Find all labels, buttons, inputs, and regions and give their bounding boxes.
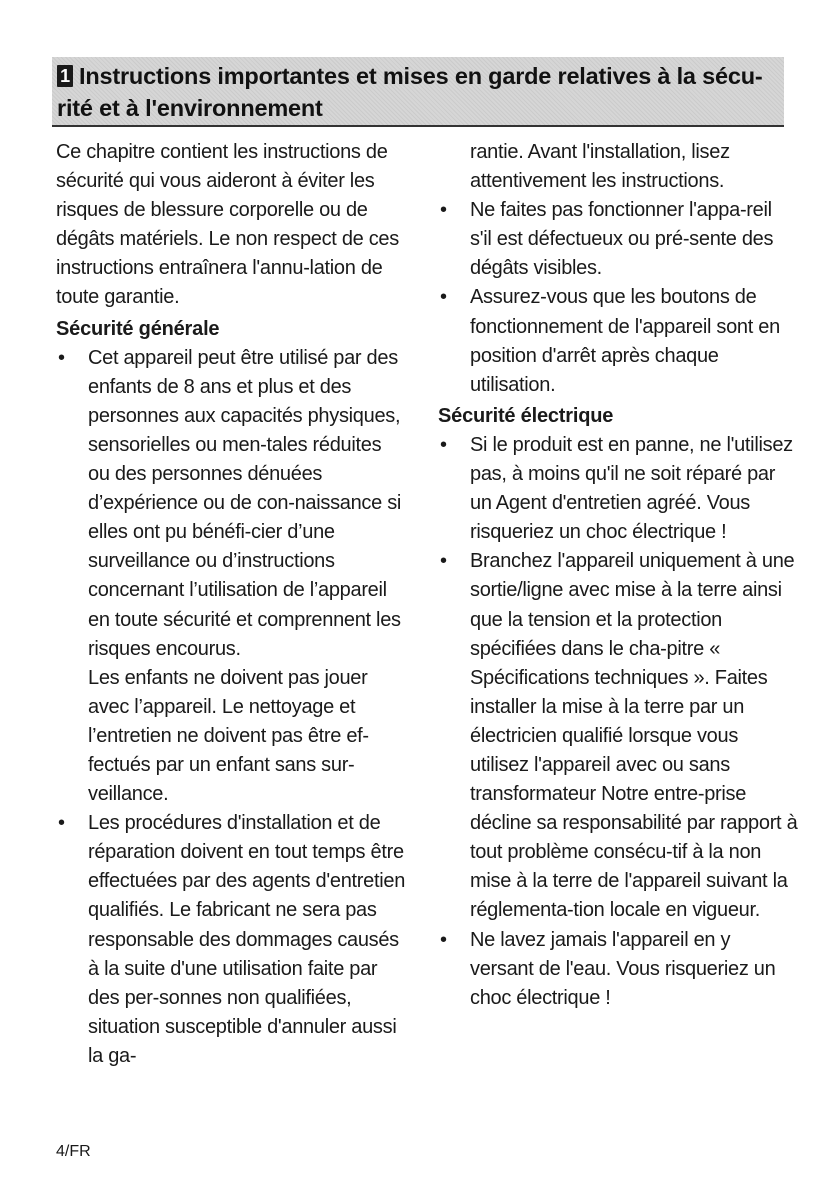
right-column bbox=[438, 138, 798, 1013]
bullet-icon: • bbox=[58, 346, 65, 369]
list-item-text: Cet appareil peut être utilisé par des enfants de 8 ans et plus et des personnes aux capacités physiques, sensorielles ou men-tales réduites ou des personnes dénuées d’expérience ou de con-naissance si elles ont pu bénéfi-cier d’une surveillance ou d’instructions concernant l’utilisation de l’appareil en toute sécurité et comprennent les risques encourus. bbox=[88, 346, 402, 660]
list-item bbox=[56, 344, 406, 810]
list-item bbox=[438, 547, 798, 925]
list-item-text: Assurez-vous que les boutons de fonctionnement de l'appareil sont en position d'arrêt après chaque utilisation. bbox=[470, 286, 780, 396]
bullet-icon: • bbox=[440, 286, 447, 309]
page-number: 4/FR bbox=[56, 1143, 91, 1160]
list-item-text: Branchez l'appareil uniquement à une sortie/ligne avec mise à la terre ainsi que la tension et la protection spécifiées dans le cha-pitre « Spécifications techniques ». Faites installer la mise à la terre par un électricien qualifié lorsque vous utilisez l'appareil avec ou sans transformateur Notre entre-prise décline sa responsabilité par rapport à tout problème consécu-tif à la non mise à la terre de l'appareil suivant la réglementa-tion locale en vigueur. bbox=[470, 550, 798, 922]
page-title-text: Instructions importantes et mises en garde relatives à la sécu-rité et à l'environnement bbox=[57, 63, 763, 121]
list-item bbox=[438, 196, 798, 283]
general-safety-list bbox=[56, 344, 406, 1071]
bullet-icon: • bbox=[440, 928, 447, 951]
bullet-icon: • bbox=[440, 550, 447, 573]
general-safety-list-continued bbox=[438, 196, 798, 400]
list-item bbox=[56, 809, 406, 1071]
intro-paragraph: Ce chapitre contient les instructions de sécurité qui vous aideront à éviter les risques de blessure corporelle ou de dégâts matériels. Le non respect de ces instructions entraînera l'annu-lation de toute garantie. bbox=[56, 141, 399, 309]
list-item bbox=[438, 926, 798, 1013]
list-item bbox=[438, 431, 798, 547]
electrical-safety-list bbox=[438, 431, 798, 1013]
bullet-icon: • bbox=[440, 433, 447, 456]
page-title bbox=[57, 60, 785, 124]
list-item-text: Ne lavez jamais l'appareil en y versant de l'eau. Vous risqueriez un choc électrique ! bbox=[470, 928, 776, 1009]
left-column bbox=[56, 138, 406, 1071]
list-item-text: Ne faites pas fonctionner l'appa-reil s'il est défectueux ou pré-sente des dégâts visibles. bbox=[470, 199, 774, 280]
general-safety-heading: Sécurité générale bbox=[56, 317, 220, 340]
list-item-extra-text: Les enfants ne doivent pas jouer avec l’appareil. Le nettoyage et l’entretien ne doivent pas être ef-fectués par un enfant sans sur-veillance. bbox=[88, 666, 369, 806]
list-item-text: Si le produit est en panne, ne l'utilisez pas, à moins qu'il ne soit réparé par un Agent d'entretien agréé. Vous risqueriez un choc électrique ! bbox=[470, 433, 793, 544]
electrical-safety-heading: Sécurité électrique bbox=[438, 404, 614, 427]
bullet-icon: • bbox=[440, 199, 447, 222]
list-item-continuation: rantie. Avant l'installation, lisez attentivement les instructions. bbox=[470, 141, 730, 193]
chapter-number-badge: 1 bbox=[57, 65, 73, 87]
list-item-text: Les procédures d'installation et de réparation doivent en tout temps être effectuées par des agents d'entretien qualifiés. Le fabricant ne sera pas responsable des dommages causés à la suite d'une utilisation faite par des per-sonnes non qualifiées, situation susceptible d'annuler aussi la ga- bbox=[88, 812, 406, 1067]
list-item bbox=[438, 283, 798, 399]
bullet-icon: • bbox=[58, 812, 65, 835]
